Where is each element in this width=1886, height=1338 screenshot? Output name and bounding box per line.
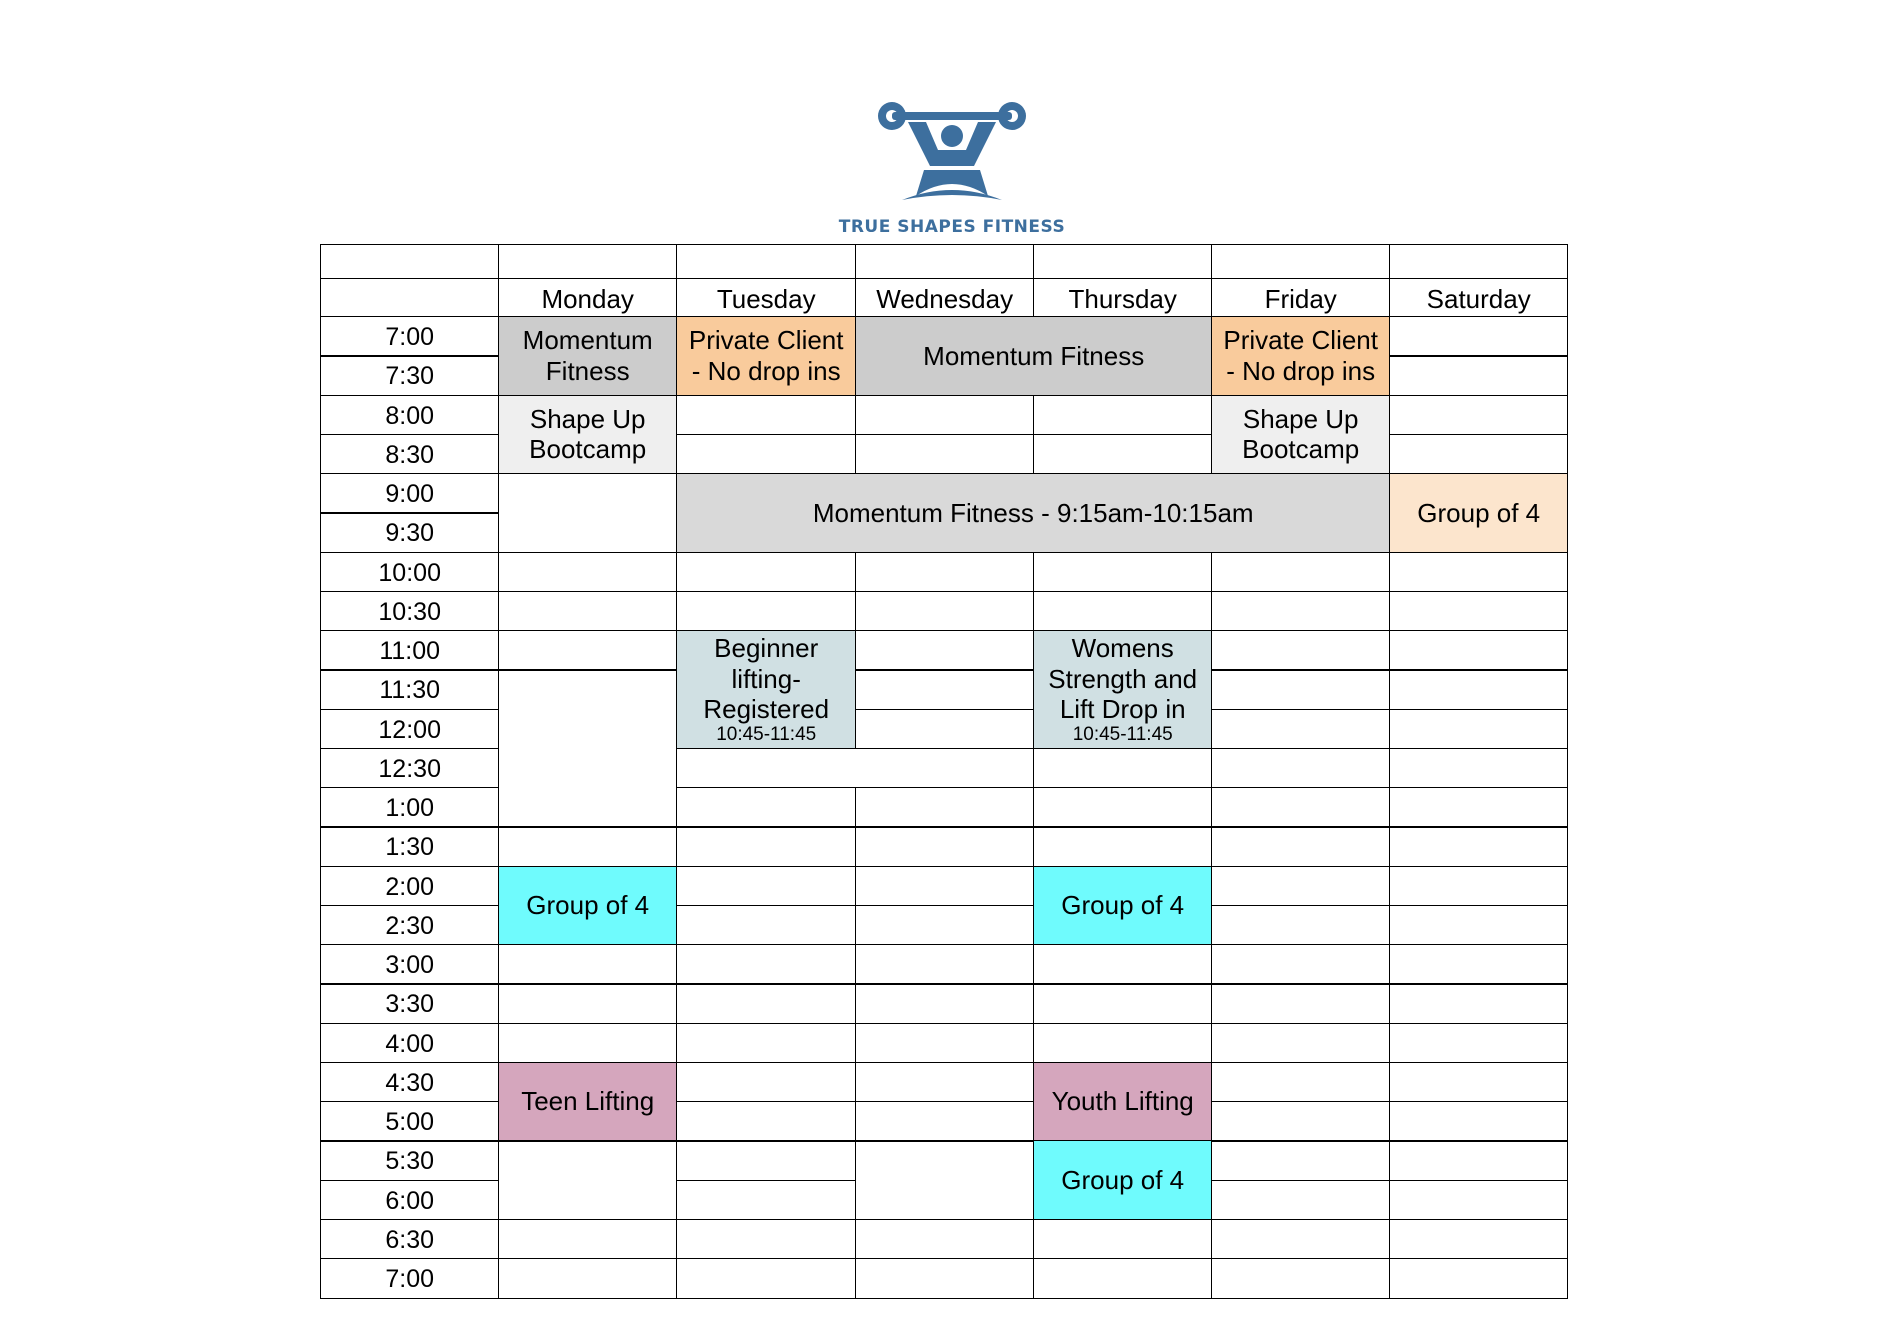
time-label: 1:30 xyxy=(385,833,435,862)
day-header xyxy=(855,278,1034,317)
time-label: 1:00 xyxy=(385,794,435,823)
day-header xyxy=(498,278,677,317)
corner-cell xyxy=(320,278,499,317)
empty-cell xyxy=(1389,1023,1568,1064)
empty-cell xyxy=(676,1062,856,1103)
header-blank-cell xyxy=(676,244,856,279)
time-cell xyxy=(320,748,499,789)
header-blank-cell xyxy=(1389,244,1568,279)
time-cell xyxy=(320,552,499,593)
time-cell xyxy=(320,1101,499,1142)
time-cell xyxy=(320,512,499,553)
empty-cell xyxy=(676,787,856,828)
time-cell xyxy=(320,866,499,907)
time-cell xyxy=(320,1219,499,1260)
empty-cell xyxy=(498,944,677,985)
day-label: Tuesday xyxy=(716,284,816,315)
class-name-line: Group of 4 xyxy=(526,890,650,921)
time-label: 7:00 xyxy=(385,323,435,352)
time-cell xyxy=(320,1258,499,1299)
empty-cell xyxy=(1033,1258,1212,1299)
brand-name: TRUE SHAPES FITNESS xyxy=(838,217,1066,237)
time-label: 12:00 xyxy=(378,715,441,744)
empty-cell xyxy=(1211,1180,1390,1221)
time-cell xyxy=(320,473,499,514)
empty-merged-cell xyxy=(498,669,677,827)
empty-cell xyxy=(855,1258,1034,1299)
class-name-line: Womens xyxy=(1071,633,1174,664)
time-label: 10:30 xyxy=(378,597,441,626)
time-label: 2:30 xyxy=(385,911,435,940)
empty-cell xyxy=(676,1023,856,1064)
empty-merged-cell xyxy=(855,1140,1034,1220)
empty-cell xyxy=(676,983,856,1024)
empty-cell xyxy=(855,1219,1034,1260)
empty-cell xyxy=(1389,591,1568,632)
class-block xyxy=(498,1062,677,1142)
class-name-line: Strength and xyxy=(1048,663,1198,694)
day-label: Thursday xyxy=(1068,284,1177,315)
header-blank-cell xyxy=(1033,244,1212,279)
class-block xyxy=(498,866,677,946)
empty-cell xyxy=(676,905,856,946)
empty-cell xyxy=(1211,826,1390,867)
empty-cell xyxy=(1389,1062,1568,1103)
header-blank-cell xyxy=(855,244,1034,279)
time-cell xyxy=(320,944,499,985)
time-cell xyxy=(320,787,499,828)
time-label: 5:00 xyxy=(385,1108,435,1137)
empty-cell xyxy=(855,866,1034,907)
empty-cell xyxy=(1389,630,1568,671)
empty-cell xyxy=(498,1023,677,1064)
empty-cell xyxy=(1033,826,1212,867)
empty-cell xyxy=(1033,395,1212,436)
empty-cell xyxy=(1033,944,1212,985)
time-cell xyxy=(320,591,499,632)
empty-cell xyxy=(1211,1101,1390,1142)
empty-cell xyxy=(1211,983,1390,1024)
class-block xyxy=(1389,473,1568,553)
class-block xyxy=(1211,395,1390,475)
day-header xyxy=(1033,278,1212,317)
empty-cell xyxy=(855,944,1034,985)
empty-cell xyxy=(1389,1219,1568,1260)
empty-cell xyxy=(1389,1180,1568,1221)
empty-cell xyxy=(498,591,677,632)
day-label: Wednesday xyxy=(876,284,1014,315)
empty-cell xyxy=(1389,826,1568,867)
time-cell xyxy=(320,1062,499,1103)
class-name-line: Private Client xyxy=(688,325,844,356)
empty-cell xyxy=(676,395,856,436)
empty-cell xyxy=(855,434,1034,475)
empty-cell xyxy=(1211,630,1390,671)
class-name-line: Momentum Fitness - 9:15am-10:15am xyxy=(812,497,1254,528)
class-name-line: Shape Up xyxy=(529,403,646,434)
time-label: 8:30 xyxy=(385,440,435,469)
class-time-range: 10:45-11:45 xyxy=(716,724,817,746)
empty-cell xyxy=(498,826,677,867)
class-name-line: Teen Lifting xyxy=(521,1086,655,1117)
day-header xyxy=(1389,278,1568,317)
class-name-line: Shape Up xyxy=(1242,403,1359,434)
time-cell xyxy=(320,355,499,396)
empty-cell xyxy=(1211,748,1390,789)
header-blank-cell xyxy=(1211,244,1390,279)
time-label: 7:00 xyxy=(385,1265,435,1294)
empty-cell xyxy=(676,944,856,985)
class-block xyxy=(676,473,1390,553)
empty-cell xyxy=(1389,709,1568,750)
day-label: Monday xyxy=(541,284,634,315)
empty-cell xyxy=(855,1101,1034,1142)
empty-cell xyxy=(1033,1023,1212,1064)
empty-cell xyxy=(855,983,1034,1024)
time-label: 7:30 xyxy=(385,362,435,391)
class-block xyxy=(676,316,856,396)
class-name-line: Registered xyxy=(703,694,830,725)
empty-cell xyxy=(1211,866,1390,907)
class-name-line: Private Client xyxy=(1223,325,1378,356)
empty-cell xyxy=(676,1140,856,1181)
empty-cell xyxy=(855,395,1034,436)
class-name-line: Bootcamp xyxy=(529,434,647,465)
empty-cell xyxy=(1389,1140,1568,1181)
empty-cell xyxy=(1389,787,1568,828)
time-cell xyxy=(320,434,499,475)
time-label: 11:00 xyxy=(379,637,441,666)
class-name-line: Bootcamp xyxy=(1242,434,1360,465)
class-name-line: - No drop ins xyxy=(691,355,841,386)
empty-cell xyxy=(1389,944,1568,985)
time-cell xyxy=(320,1180,499,1221)
empty-cell xyxy=(1211,905,1390,946)
empty-merged-cell xyxy=(498,473,677,553)
empty-cell xyxy=(855,552,1034,593)
time-cell xyxy=(320,669,499,710)
empty-cell xyxy=(1389,669,1568,710)
empty-cell xyxy=(1389,905,1568,946)
empty-cell xyxy=(1211,709,1390,750)
day-header xyxy=(1211,278,1390,317)
empty-cell xyxy=(1389,434,1568,475)
empty-cell xyxy=(676,866,856,907)
class-name-line: Youth Lifting xyxy=(1051,1086,1194,1117)
empty-cell xyxy=(1389,748,1568,789)
empty-cell xyxy=(855,826,1034,867)
empty-cell xyxy=(1211,669,1390,710)
class-block xyxy=(1211,316,1390,396)
empty-cell xyxy=(855,709,1034,750)
class-block xyxy=(498,395,677,475)
class-block xyxy=(855,316,1212,396)
empty-cell xyxy=(1211,944,1390,985)
class-name-line: Group of 4 xyxy=(1061,890,1185,921)
time-cell xyxy=(320,905,499,946)
time-label: 2:00 xyxy=(385,872,435,901)
time-label: 5:30 xyxy=(385,1147,435,1176)
header-blank-cell xyxy=(498,244,677,279)
time-label: 6:30 xyxy=(385,1225,435,1254)
empty-cell xyxy=(498,630,677,671)
time-cell xyxy=(320,395,499,436)
class-block xyxy=(1033,1140,1212,1220)
empty-cell xyxy=(1211,1140,1390,1181)
class-name-line: Momentum xyxy=(522,325,653,356)
empty-cell xyxy=(1033,1219,1212,1260)
empty-cell xyxy=(1389,395,1568,436)
empty-cell xyxy=(1211,787,1390,828)
empty-cell xyxy=(855,669,1034,710)
empty-cell xyxy=(1389,1258,1568,1299)
class-block xyxy=(1033,1062,1212,1142)
time-label: 12:30 xyxy=(378,754,441,783)
class-block xyxy=(1033,630,1212,749)
empty-cell xyxy=(855,630,1034,671)
empty-cell xyxy=(1211,1062,1390,1103)
empty-cell xyxy=(1033,591,1212,632)
empty-cell xyxy=(855,1062,1034,1103)
time-cell xyxy=(320,983,499,1024)
day-header xyxy=(676,278,856,317)
header-blank-cell xyxy=(320,244,499,279)
empty-cell xyxy=(1389,866,1568,907)
time-cell xyxy=(320,630,499,671)
time-label: 11:30 xyxy=(379,676,441,705)
time-label: 3:30 xyxy=(385,990,435,1019)
empty-cell xyxy=(1033,434,1212,475)
empty-cell xyxy=(1389,355,1568,396)
time-cell xyxy=(320,316,499,357)
time-label: 8:00 xyxy=(385,401,435,430)
time-label: 10:00 xyxy=(378,558,441,587)
empty-cell xyxy=(1211,1023,1390,1064)
time-label: 4:00 xyxy=(385,1029,435,1058)
time-label: 4:30 xyxy=(385,1068,435,1097)
empty-cell xyxy=(498,552,677,593)
time-cell xyxy=(320,826,499,867)
empty-cell xyxy=(676,1101,856,1142)
class-block xyxy=(498,316,677,396)
class-name-line: Momentum Fitness xyxy=(923,340,1145,371)
time-cell xyxy=(320,709,499,750)
empty-cell xyxy=(855,787,1034,828)
class-name-line: Fitness xyxy=(545,355,630,386)
class-time-range: 10:45-11:45 xyxy=(1072,724,1173,746)
empty-cell xyxy=(1211,1219,1390,1260)
empty-cell xyxy=(855,591,1034,632)
time-label: 6:00 xyxy=(385,1186,435,1215)
empty-cell xyxy=(1389,316,1568,357)
empty-cell xyxy=(1389,1101,1568,1142)
time-cell xyxy=(320,1023,499,1064)
empty-cell xyxy=(1033,748,1212,789)
empty-cell xyxy=(676,1180,856,1221)
day-label: Saturday xyxy=(1426,284,1531,315)
class-name-line: Beginner xyxy=(714,633,819,664)
empty-cell xyxy=(498,983,677,1024)
empty-cell xyxy=(676,552,856,593)
empty-cell xyxy=(1033,552,1212,593)
empty-cell xyxy=(676,1219,856,1260)
class-name-line: lifting- xyxy=(731,663,801,694)
empty-cell xyxy=(498,1258,677,1299)
empty-cell xyxy=(498,1219,677,1260)
empty-cell xyxy=(1389,552,1568,593)
time-cell xyxy=(320,1140,499,1181)
class-name-line: - No drop ins xyxy=(1226,355,1376,386)
time-label: 3:00 xyxy=(385,951,435,980)
class-block xyxy=(1033,866,1212,946)
empty-cell xyxy=(1211,552,1390,593)
empty-cell xyxy=(1033,983,1212,1024)
empty-merged-cell xyxy=(676,748,1034,789)
empty-cell xyxy=(1211,591,1390,632)
empty-cell xyxy=(676,434,856,475)
empty-cell xyxy=(676,826,856,867)
empty-cell xyxy=(1389,983,1568,1024)
time-label: 9:30 xyxy=(385,519,435,548)
empty-cell xyxy=(676,1258,856,1299)
time-label: 9:00 xyxy=(385,480,435,509)
empty-merged-cell xyxy=(498,1140,677,1220)
empty-cell xyxy=(1211,1258,1390,1299)
class-block xyxy=(676,630,856,749)
day-label: Friday xyxy=(1264,284,1337,315)
empty-cell xyxy=(1033,787,1212,828)
class-name-line: Group of 4 xyxy=(1061,1164,1185,1195)
empty-cell xyxy=(676,591,856,632)
class-name-line: Lift Drop in xyxy=(1059,694,1186,725)
empty-cell xyxy=(855,1023,1034,1064)
class-name-line: Group of 4 xyxy=(1417,497,1541,528)
empty-cell xyxy=(855,905,1034,946)
